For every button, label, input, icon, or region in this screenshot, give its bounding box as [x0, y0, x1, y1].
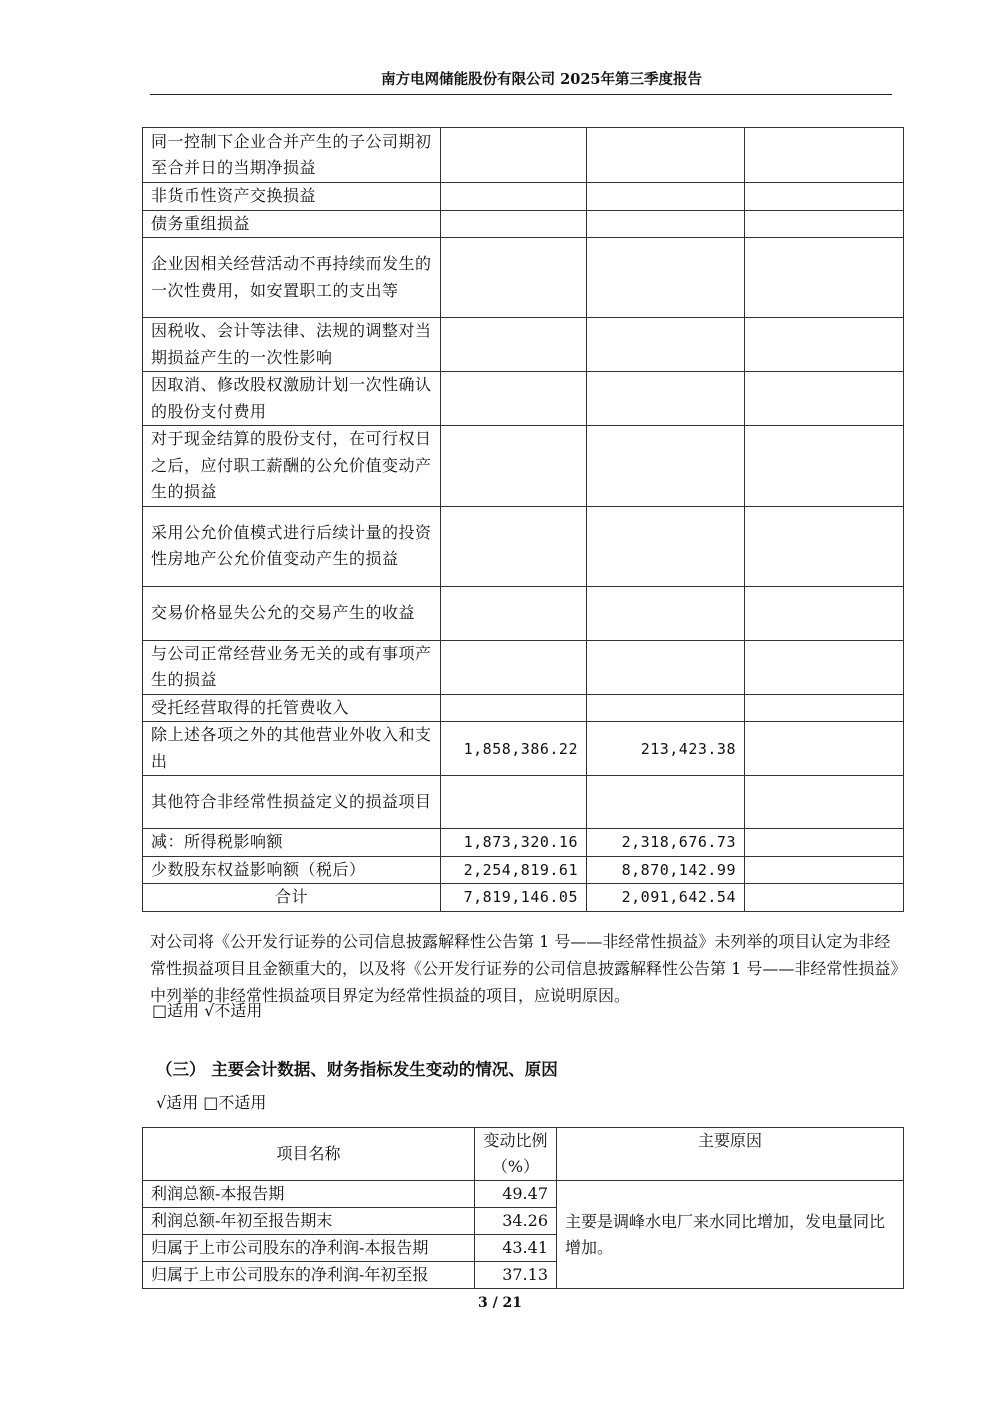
row-value-1: [441, 694, 587, 722]
row-value-3: [745, 776, 904, 829]
row-value-3: [745, 426, 904, 507]
table-row: [143, 776, 904, 829]
row-value-1: [441, 426, 587, 507]
row-label: 因税收、会计等法律、法规的调整对当期损益产生的一次性影响: [143, 318, 441, 372]
table-row: [143, 506, 904, 586]
change-reasons-table: [142, 1127, 904, 1289]
item-name: 归属于上市公司股东的净利润-本报告期: [143, 1235, 475, 1262]
change-ratio: 34.26: [475, 1208, 557, 1235]
row-value-1: [441, 776, 587, 829]
applicability-choice-1: □适用 √不适用: [152, 1001, 263, 1020]
row-value-3: [745, 128, 904, 183]
row-value-3: [745, 586, 904, 640]
explanation-paragraph: 对公司将《公开发行证券的公司信息披露解释性公告第 1 号——非经常性损益》未列举的项目认定为非经常性损益项目且金额重大的，以及将《公开发行证券的公司信息披露解释性公告第 1 号——非经常性损益》中列举的非经常性损益项目界定为经常性损益的项目，应说明原因。: [150, 932, 899, 1005]
row-value-2: [587, 586, 745, 640]
row-value-2: 8,870,142.99: [587, 856, 745, 884]
row-value-1: [441, 318, 587, 372]
row-label: 债务重组损益: [143, 210, 441, 238]
row-value-1: [441, 183, 587, 211]
row-value-3: [745, 372, 904, 426]
row-value-1: [441, 506, 587, 586]
row-value-3: [745, 856, 904, 884]
table-row: [143, 426, 904, 507]
page-number: 3 / 21: [477, 1295, 523, 1311]
table-row: [143, 856, 904, 884]
table-row: [143, 128, 904, 183]
row-value-3: [745, 506, 904, 586]
main-reason: 主要是调峰水电厂来水同比增加，发电量同比增加。: [557, 1181, 904, 1289]
row-value-1: [441, 210, 587, 238]
row-value-1: 1,858,386.22: [441, 722, 587, 776]
row-label: 采用公允价值模式进行后续计量的投资性房地产公允价值变动产生的损益: [143, 506, 441, 586]
total-value-1: 7,819,146.05: [441, 884, 587, 912]
row-label: 同一控制下企业合并产生的子公司期初至合并日的当期净损益: [143, 128, 441, 183]
row-value-2: 213,423.38: [587, 722, 745, 776]
table-row: [143, 586, 904, 640]
report-title: 南方电网储能股份有限公司 2025年第三季度报告: [381, 71, 702, 88]
change-ratio: 49.47: [475, 1181, 557, 1208]
table-row: [143, 210, 904, 238]
row-label: 除上述各项之外的其他营业外收入和支出: [143, 722, 441, 776]
row-label: 受托经营取得的托管费收入: [143, 694, 441, 722]
row-label: 其他符合非经常性损益定义的损益项目: [143, 776, 441, 829]
row-value-3: [745, 829, 904, 857]
row-label: 对于现金结算的股份支付，在可行权日之后，应付职工薪酬的公允价值变动产生的损益: [143, 426, 441, 507]
row-value-2: [587, 183, 745, 211]
page-header: [150, 70, 892, 95]
item-name: 利润总额-本报告期: [143, 1181, 475, 1208]
row-label: 与公司正常经营业务无关的或有事项产生的损益: [143, 640, 441, 694]
table-total-row: [143, 884, 904, 912]
row-label: 企业因相关经营活动不再持续而发生的一次性费用，如安置职工的支出等: [143, 238, 441, 318]
row-value-1: 1,873,320.16: [441, 829, 587, 857]
row-value-2: [587, 128, 745, 183]
table-row: [143, 722, 904, 776]
table-row: [143, 829, 904, 857]
row-value-1: [441, 640, 587, 694]
total-label: 合计: [143, 884, 441, 912]
row-value-1: 2,254,819.61: [441, 856, 587, 884]
row-value-2: [587, 372, 745, 426]
row-value-3: [745, 210, 904, 238]
row-value-3: [745, 318, 904, 372]
row-value-2: [587, 640, 745, 694]
row-value-1: [441, 586, 587, 640]
change-ratio: 43.41: [475, 1235, 557, 1262]
header-item-name: 项目名称: [143, 1128, 475, 1181]
table-row: [143, 318, 904, 372]
row-value-1: [441, 238, 587, 318]
total-value-2: 2,091,642.54: [587, 884, 745, 912]
row-value-2: [587, 426, 745, 507]
table-row: [143, 640, 904, 694]
row-value-2: 2,318,676.73: [587, 829, 745, 857]
table-row: [143, 183, 904, 211]
table-row: [143, 372, 904, 426]
table-row: [143, 1181, 904, 1208]
row-value-2: [587, 694, 745, 722]
row-label: 交易价格显失公允的交易产生的收益: [143, 586, 441, 640]
header-main-reason: 主要原因: [557, 1128, 904, 1181]
table-row: [143, 238, 904, 318]
row-label: 因取消、修改股权激励计划一次性确认的股份支付费用: [143, 372, 441, 426]
item-name: 归属于上市公司股东的净利润-年初至报: [143, 1262, 475, 1289]
applicability-choice-2: √适用 □不适用: [156, 1093, 267, 1112]
row-value-2: [587, 238, 745, 318]
row-value-2: [587, 210, 745, 238]
change-ratio: 37.13: [475, 1262, 557, 1289]
non-recurring-items-table: [142, 127, 904, 912]
row-value-1: [441, 372, 587, 426]
row-value-3: [745, 694, 904, 722]
row-label: 减：所得税影响额: [143, 829, 441, 857]
row-value-3: [745, 640, 904, 694]
row-value-2: [587, 506, 745, 586]
row-value-1: [441, 128, 587, 183]
section-heading: （三） 主要会计数据、财务指标发生变动的情况、原因: [156, 1060, 558, 1079]
row-value-2: [587, 318, 745, 372]
item-name: 利润总额-年初至报告期末: [143, 1208, 475, 1235]
row-label: 非货币性资产交换损益: [143, 183, 441, 211]
row-label: 少数股东权益影响额（税后）: [143, 856, 441, 884]
row-value-3: [745, 722, 904, 776]
total-value-3: [745, 884, 904, 912]
table-row: [143, 694, 904, 722]
table-header-row: [143, 1128, 904, 1181]
header-change-ratio: 变动比例（%）: [475, 1128, 557, 1181]
row-value-3: [745, 238, 904, 318]
row-value-3: [745, 183, 904, 211]
row-value-2: [587, 776, 745, 829]
